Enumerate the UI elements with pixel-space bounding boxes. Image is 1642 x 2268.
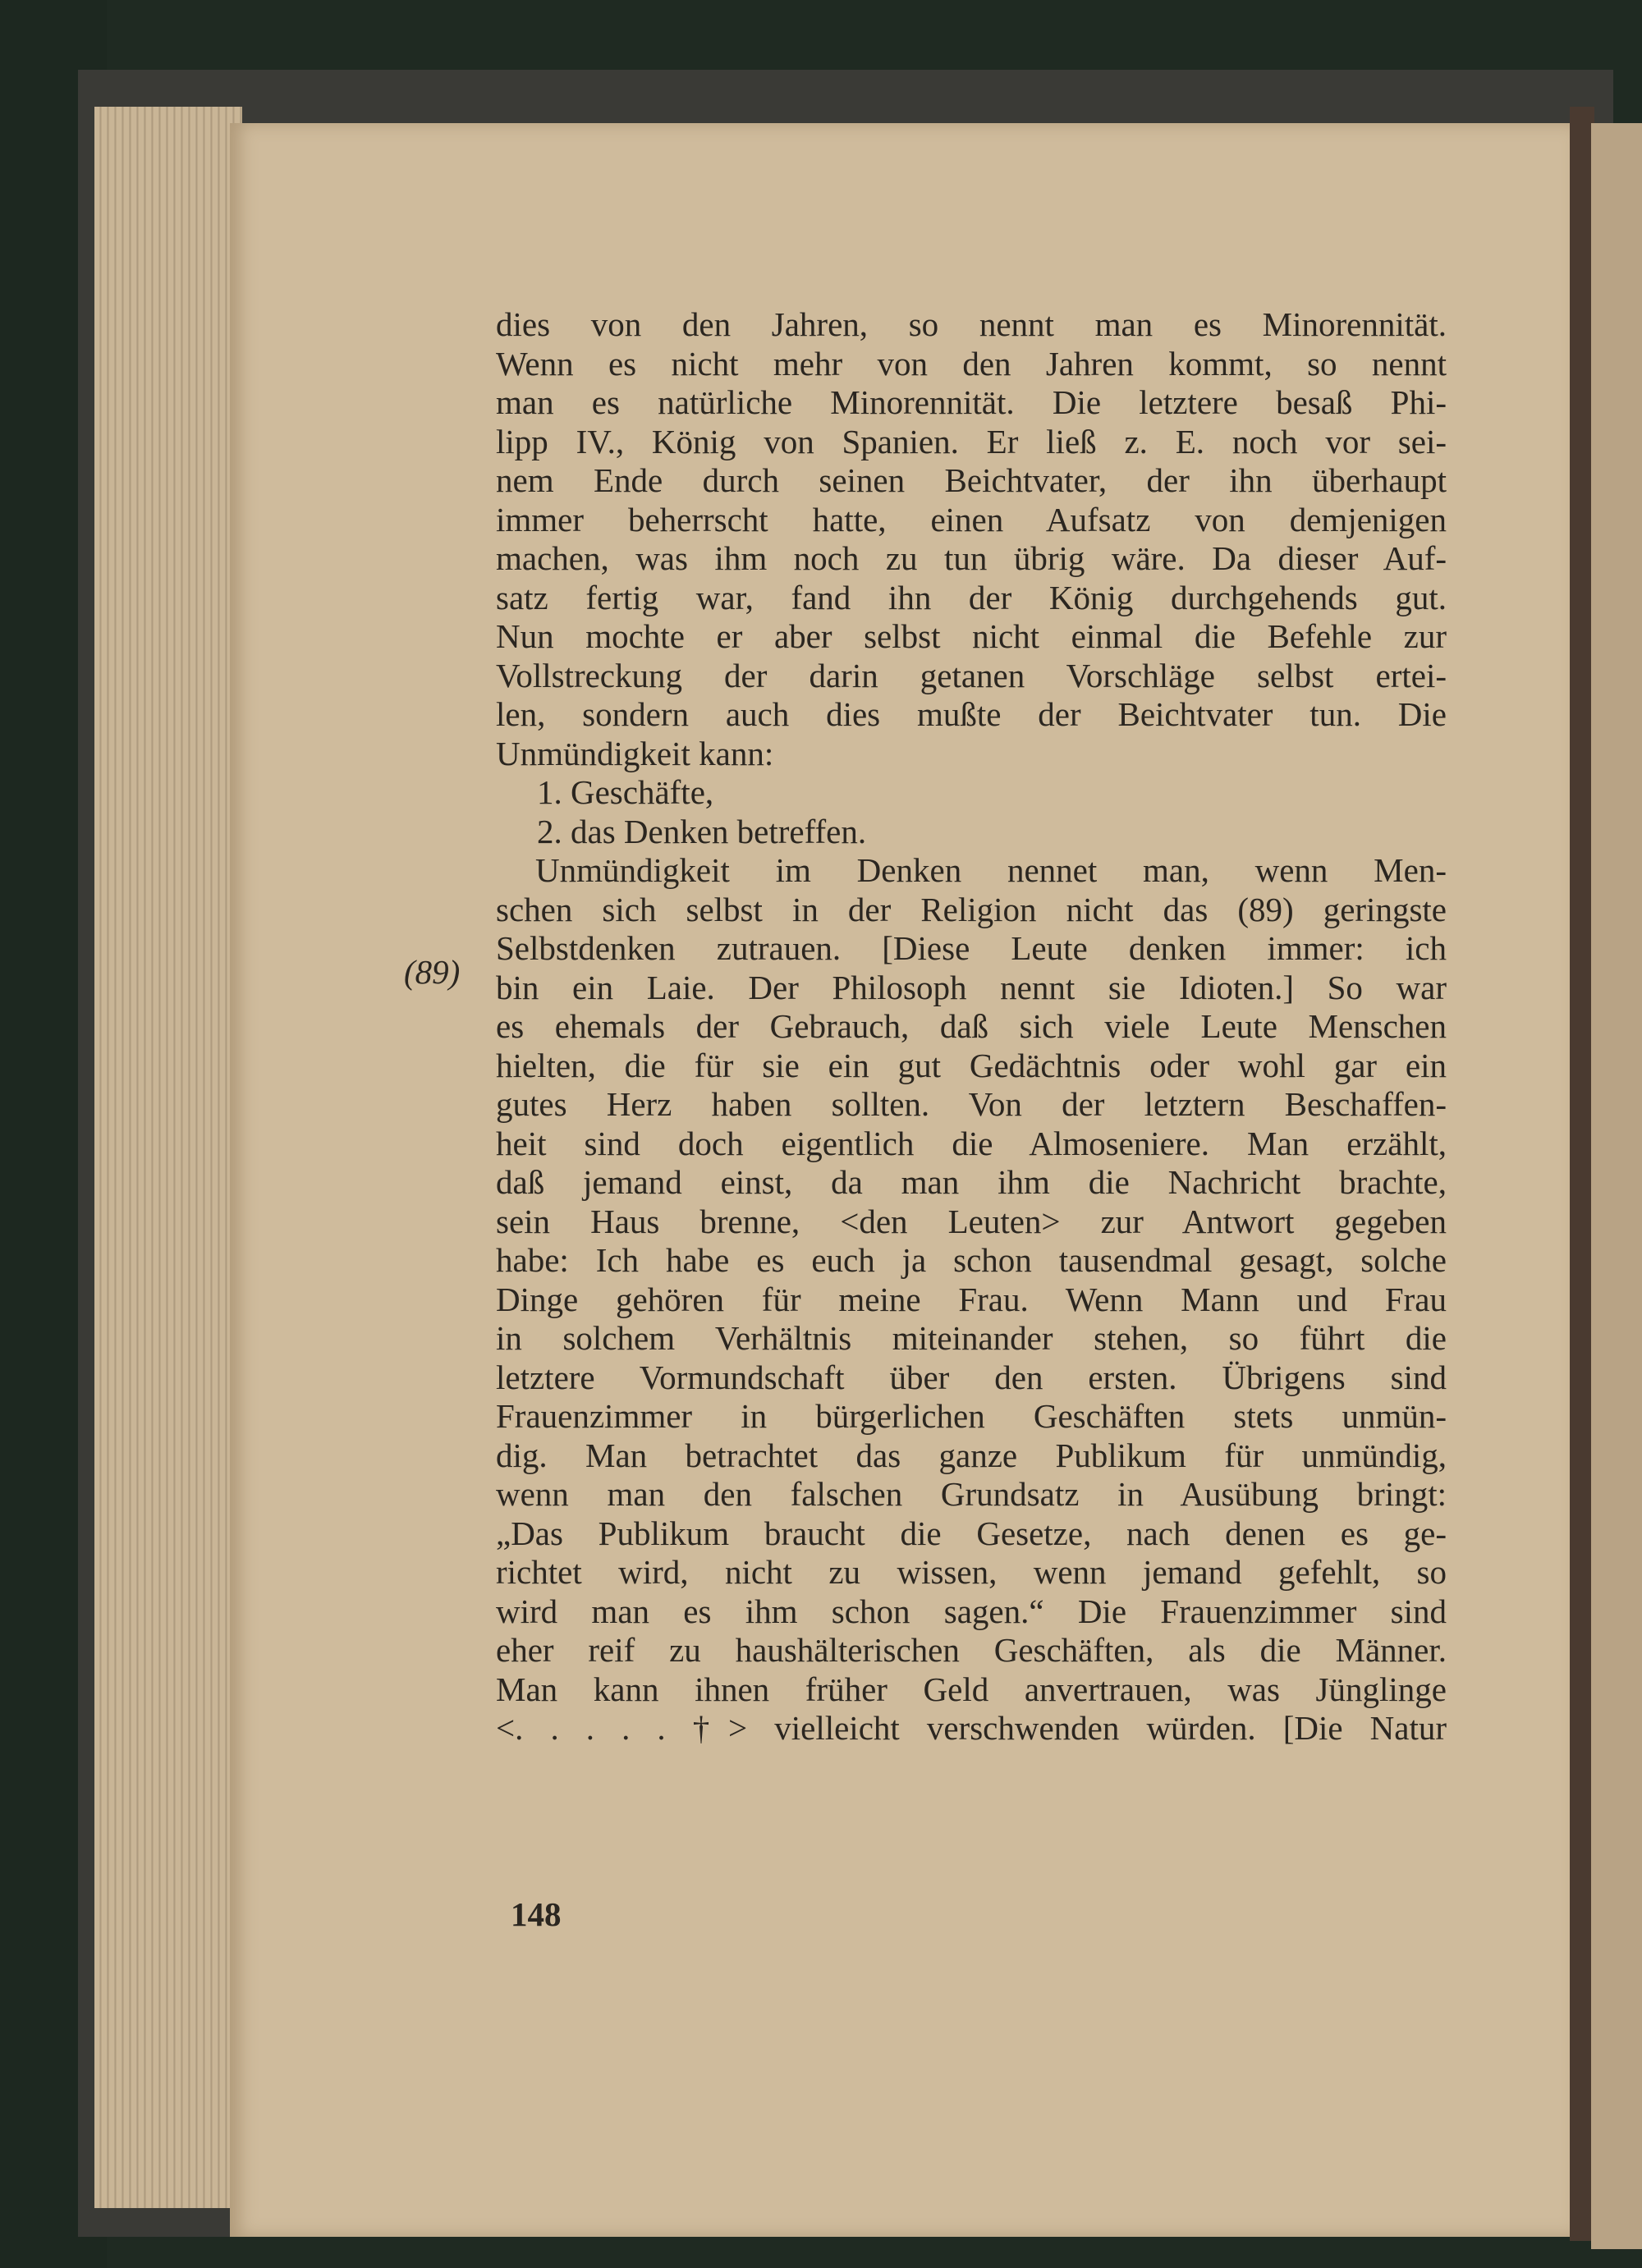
text-line: <. . . . . †> vielleicht verschwenden würden. [Die Natur [496,1709,1447,1747]
page-stack-edges [94,107,242,2208]
text-line: bin ein Laie. Der Philosoph nennt sie Idioten.] So war [496,968,1447,1006]
text-line: wenn man den falschen Grundsatz in Ausübung bringt: [496,1475,1447,1513]
page-number: 148 [511,1895,562,1933]
text-line: immer beherrscht hatte, einen Aufsatz von demjenigen [496,500,1447,538]
text-line: richtet wird, nicht zu wissen, wenn jemand gefehlt, so [496,1553,1447,1591]
text-line: dies von den Jahren, so nennt man es Minorennität. [496,305,1447,343]
text-line: Unmündigkeit kann: [496,734,774,772]
text-line: Vollstreckung der darin getanen Vorschläge selbst ertei- [496,656,1447,694]
text-line: heit sind doch eigentlich die Almoseniere. Man erzählt, [496,1124,1447,1162]
text-line: dig. Man betrachtet das ganze Publikum für unmündig, [496,1436,1447,1474]
text-line: 1. Geschäfte, [537,773,714,811]
body-text [496,305,1447,1748]
text-line: sein Haus brenne, <den Leuten> zur Antwort gegeben [496,1202,1447,1240]
text-line: eher reif zu haushälterischen Geschäften, als die Männer. [496,1631,1447,1669]
text-line: Frauenzimmer in bürgerlichen Geschäften stets unmün- [496,1397,1447,1435]
text-line: letztere Vormundschaft über den ersten. Übrigens sind [496,1358,1447,1396]
text-line: Dinge gehören für meine Frau. Wenn Mann und Frau [496,1280,1447,1318]
text-line: in solchem Verhältnis miteinander stehen, so führt die [496,1319,1447,1357]
text-line: man es natürliche Minorennität. Die letztere besaß Phi- [496,383,1447,421]
text-line: habe: Ich habe es euch ja schon tausendmal gesagt, solche [496,1241,1447,1279]
text-line: 2. das Denken betreffen. [537,812,867,850]
facing-page-edge [1591,123,1642,2249]
text-line: len, sondern auch dies mußte der Beichtvater tun. Die [496,695,1447,733]
text-line: lipp IV., König von Spanien. Er ließ z. E. noch vor sei- [496,422,1447,460]
text-line: machen, was ihm noch zu tun übrig wäre. Da dieser Auf- [496,539,1447,577]
text-line: Man kann ihnen früher Geld anvertrauen, was Jünglinge [496,1670,1447,1708]
text-line: „Das Publikum braucht die Gesetze, nach denen es ge- [496,1514,1447,1552]
text-line: nem Ende durch seinen Beichtvater, der ihn überhaupt [496,461,1447,499]
text-line: schen sich selbst in der Religion nicht das (89) geringste [496,890,1447,928]
text-line: Unmündigkeit im Denken nennet man, wenn Men- [535,851,1447,889]
text-line: Selbstdenken zutrauen. [Diese Leute denken immer: ich [496,929,1447,967]
text-line: hielten, die für sie ein gut Gedächtnis oder wohl gar ein [496,1046,1447,1084]
text-line: wird man es ihm schon sagen.“ Die Frauenzimmer sind [496,1592,1447,1630]
text-line: Nun mochte er aber selbst nicht einmal die Befehle zur [496,617,1447,655]
text-line: satz fertig war, fand ihn der König durchgehends gut. [496,578,1447,616]
margin-note: (89) [404,953,461,991]
text-line: Wenn es nicht mehr von den Jahren kommt, so nennt [496,344,1447,383]
text-line: daß jemand einst, da man ihm die Nachricht brachte, [496,1163,1447,1201]
text-line: es ehemals der Gebrauch, daß sich viele Leute Menschen [496,1007,1447,1045]
text-line: gutes Herz haben sollten. Von der letztern Beschaffen- [496,1085,1447,1123]
